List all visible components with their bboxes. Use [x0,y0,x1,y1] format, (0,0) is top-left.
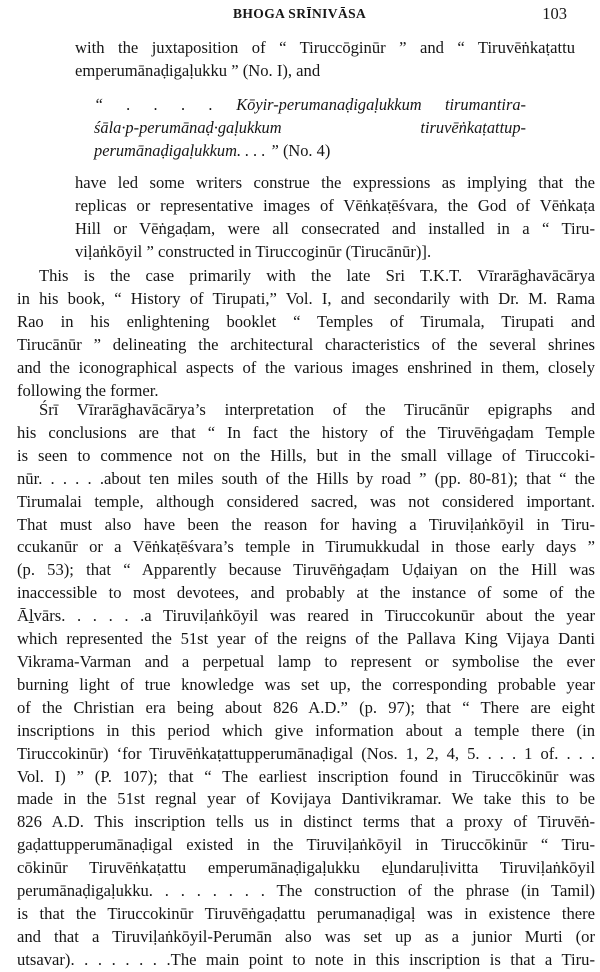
page-number: 103 [542,4,567,23]
verse-italic: “ . . . . Kōyir-perumanaḍigaḷukkum tirumantira- [94,95,526,114]
text-line: and the iconographical aspects of the various images enshrined in them, closely [17,357,595,377]
verse-italic: śāla·p-perumānaḍ·gaḷukkum tiruvēṅkaṭattup- [94,118,526,138]
paragraph-2 [17,399,595,972]
text-line: inscriptions in this period which give information about a temple there (in [17,720,595,740]
text-line: That must also have been the reason for having a Tiruviḷaṅkōyil in Tiru- [17,514,595,534]
text-line: have led some writers construe the expressions as implying that the [75,173,595,192]
tamil-quotation [94,93,526,163]
text-line: (p. 53); that “ Apparently because Tiruvēṅgaḍam Uḍaiyan on the Hill was [17,560,595,580]
text-line: of the Christian era being about 826 A.D.” (p. 97); that “ There are eight [17,697,595,717]
running-title: BHOGA SRĪNIVĀSA [233,6,367,21]
text-line: inaccessible to most devotees, and probably at the instance of some of the [17,583,595,603]
text-line: viḷaṅkōyil ” constructed in Tiruccoginūr (Tirucānūr)]. [75,241,432,261]
text-line: Tiruccokinūr) ‘for Tiruvēṅkaṭattupperumānaḍigal (Nos. 1, 2, 4, 5. . . . 1 of. . . . [17,743,595,763]
text-line: and that a Tiruviḷaṅkōyil-Perumān also was set up as a junior Murti (or [17,926,595,946]
verse-line [94,93,526,116]
quote-conclusion [75,172,595,264]
text-line: is seen to commence not on the Hills, but in the small village of Tiruccoki- [17,445,595,465]
text-line: his conclusions are that “ In fact the history of the Tiruvēṅgaḍam Temple [17,422,595,442]
text-line: Vol. I) ” (P. 107); that “ The earliest inscription found in Tiruccōkinūr was [17,766,595,786]
text-line: made in the 51st regnal year of Kovijaya Dantivikramar. We take this to be [17,789,595,809]
text-line: cōkinūr Tiruvēṅkaṭattu emperumānaḍigaḷukku eḻundaruḷivitta Tiruviḷaṅkōyil [17,858,595,878]
text-line: Tirumalai temple, although considered sacred, was not considered important. [17,491,595,511]
verse-line [94,116,526,139]
text-line: in his book, “ History of Tirupati,” Vol. I, and secondarily with Dr. M. Rama [17,288,595,308]
text-line: following the former. [17,380,159,400]
text-line: which represented the 51st year of the reigns of the Pallava King Vijaya Danti [17,629,595,649]
text-line: Vikrama-Varman and a perpetual lamp to represent or symbolise the ever [17,651,595,671]
running-head [0,4,600,26]
text-line: Āḻvārs. . . . . .a Tiruviḷaṅkōyil was reared in Tiruccokunūr about the year [17,606,595,626]
text-line: 826 A.D. This inscription tells us in distinct terms that a proxy of Tiruvēṅ- [17,812,595,832]
text-line: with the juxtaposition of “ Tiruccōginūr ” and “ Tiruvēṅkaṭattu [75,38,575,57]
text-line: is that the Tiruccokinūr Tiruvēṅgaḍattu perumanaḍigaḷ was in existence there [17,903,595,923]
text-line: This is the case primarily with the late Sri T.K.T. Vīrarāghavācārya [39,266,595,285]
text-line: nūr. . . . . .about ten miles south of the Hills by road ” (pp. 80-81); that “ the [17,468,595,488]
text-line: Tirucānūr ” delineating the architectural characteristics of the several shrines [17,334,595,354]
paragraph-1 [17,265,595,402]
text-line: burning light of true knowledge was set up, the corresponding probable year [17,674,595,694]
text-line: Rao in his enlightening booklet “ Temples of Tirumala, Tirupati and [17,311,595,331]
text-line: replicas or representative images of Vēṅkaṭēśvara, the God of Vēṅkaṭa [75,195,595,215]
text-line: emperumānaḍigaḷukku ” (No. I), and [75,60,321,80]
text-line: Śrī Vīrarāghavācārya’s interpretation of the Tirucānūr epigraphs and [39,400,595,419]
verse-line [94,139,526,162]
text-line: ccukanūr or a Vēṅkaṭēśvara’s temple in Tirumukkudal in those early days ” [17,537,595,557]
verse-citation: (No. 4) [278,141,331,161]
verse-italic: perumānaḍigaḷukkum. . . . ” [94,141,279,161]
text-line: gaḍattupperumānaḍigal existed in the Tiruviḷaṅkōyil in Tiruccōkinūr “ Tiru- [17,835,595,855]
quote-intro [75,37,575,83]
text-line: Hill or Vēṅgaḍam, were all consecrated and installed in a “ Tiru- [75,218,595,238]
text-line: utsavar). . . . . . . .The main point to note in this inscription is that a Tiru- [17,949,595,969]
text-line: perumānaḍigaḷukku. . . . . . . . The construction of the phrase (in Tamil) [17,881,595,901]
